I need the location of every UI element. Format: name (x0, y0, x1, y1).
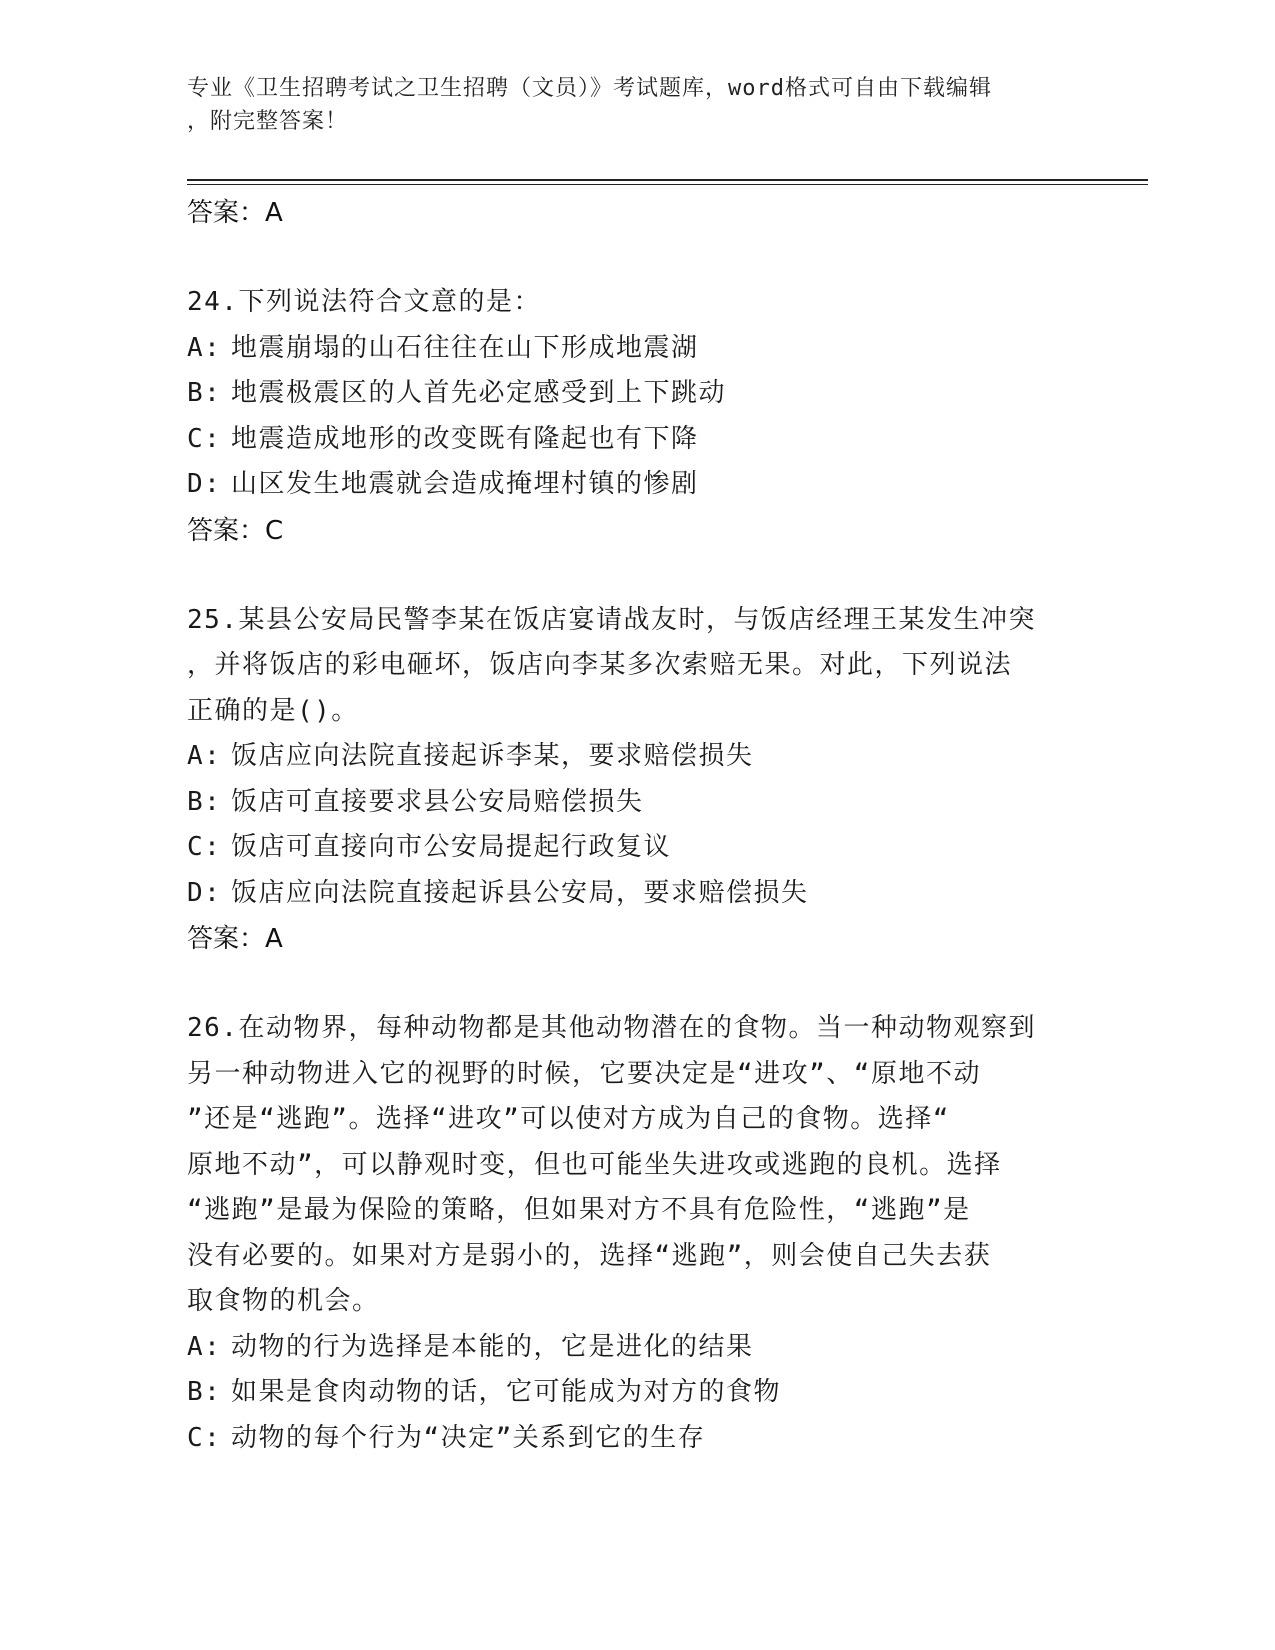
question-stem: 24.下列说法符合文意的是： (187, 287, 541, 317)
page-header (187, 72, 1067, 138)
question-block (187, 1006, 1087, 1461)
option-b (187, 780, 1087, 826)
option-d (187, 871, 1087, 917)
option-text: 地震极震区的人首先必定感受到上下跳动 (231, 378, 727, 408)
header-rule-thick (187, 179, 1148, 181)
option-b (187, 371, 1087, 417)
option-label: B: (187, 378, 222, 408)
option-label: C: (187, 1422, 222, 1453)
option-a (187, 734, 1087, 780)
option-label: A: (187, 1331, 222, 1362)
option-b (187, 1370, 1087, 1416)
option-a (187, 326, 1087, 372)
option-label: C: (187, 423, 222, 454)
answer-line: 答案：A (187, 198, 283, 228)
option-text: 饭店可直接要求县公安局赔偿损失 (231, 786, 644, 817)
option-label: B: (187, 786, 222, 817)
question-block (187, 598, 1087, 963)
spacer (187, 236, 1087, 280)
question-stem: ”还是“逃跑”。选择“进攻”可以使对方成为自己的食物。选择“ (187, 1104, 950, 1134)
option-a (187, 1325, 1087, 1371)
answer-line: 答案：A (187, 924, 283, 954)
option-text: 地震造成地形的改变既有隆起也有下降 (231, 423, 699, 454)
option-text: 如果是食肉动物的话，它可能成为对方的食物 (231, 1377, 782, 1407)
option-label: A: (187, 332, 222, 363)
option-label: D: (187, 877, 222, 908)
option-label: D: (187, 469, 222, 499)
option-text: 饭店应向法院直接起诉李某，要求赔偿损失 (231, 741, 754, 771)
option-c (187, 825, 1087, 871)
option-text: 地震崩塌的山石往往在山下形成地震湖 (231, 332, 699, 363)
option-text: 饭店应向法院直接起诉县公安局，要求赔偿损失 (231, 877, 809, 908)
spacer (187, 962, 1087, 1006)
option-c (187, 1416, 1087, 1462)
question-stem: 取食物的机会。 (187, 1286, 380, 1316)
question-stem: 没有必要的。如果对方是弱小的，选择“逃跑”，则会使自己失去获 (187, 1240, 992, 1271)
question-block (187, 280, 1087, 554)
question-stem: 26.在动物界，每种动物都是其他动物潜在的食物。当一种动物观察到 (187, 1013, 1036, 1043)
question-stem: 正确的是()。 (187, 695, 359, 726)
option-c (187, 417, 1087, 463)
question-stem: “逃跑”是最为保险的策略，但如果对方不具有危险性，“逃跑”是 (187, 1195, 971, 1225)
option-text: 山区发生地震就会造成掩埋村镇的惨剧 (231, 469, 699, 499)
option-label: A: (187, 741, 222, 771)
header-rule-thin (187, 184, 1148, 185)
header-line: ，附完整答案！ (187, 109, 349, 134)
option-d (187, 462, 1087, 508)
answer-line: 答案：C (187, 515, 284, 546)
question-stem: ，并将饭店的彩电砸坏，饭店向李某多次索赔无果。对此，下列说法 (187, 650, 1013, 680)
question-stem: 原地不动”，可以静观时变，但也可能坐失进攻或逃跑的良机。选择 (187, 1149, 1002, 1180)
spacer (187, 554, 1087, 598)
option-label: B: (187, 1377, 222, 1407)
option-label: C: (187, 832, 222, 862)
option-text: 动物的行为选择是本能的，它是进化的结果 (231, 1331, 754, 1362)
question-stem: 25.某县公安局民警李某在饭店宴请战友时，与饭店经理王某发生冲突 (187, 604, 1036, 635)
question-stem: 另一种动物进入它的视野的时候，它要决定是“进攻”、“原地不动 (187, 1058, 981, 1089)
option-text: 饭店可直接向市公安局提起行政复议 (231, 832, 672, 862)
option-text: 动物的每个行为“决定”关系到它的生存 (231, 1422, 706, 1453)
question-list (187, 190, 1087, 1461)
header-line: 专业《卫生招聘考试之卫生招聘（文员）》考试题库，word格式可自由下载编辑 (187, 76, 992, 101)
